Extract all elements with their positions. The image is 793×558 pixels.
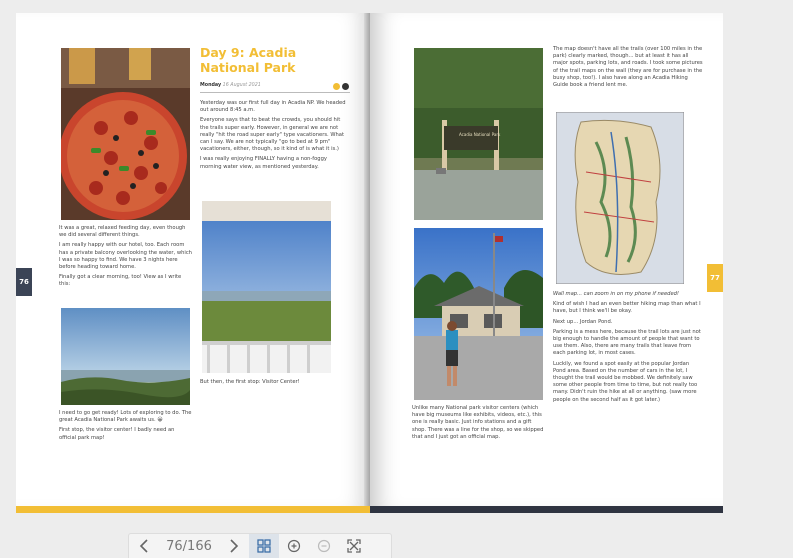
map-caption: Wall map... can zoom in on my phone if needed! (553, 291, 680, 297)
photo-pizza (61, 48, 190, 220)
paragraph: I am really happy with our hotel, too. Each room has a private balcony overlooking the water, which I was so happy to find. We have 3 nights here before heading toward home. (59, 242, 192, 271)
flipbook-spread (16, 13, 723, 513)
weather-icon (333, 83, 340, 90)
left-col2-caption: But then, the first stop: Visitor Center! (200, 379, 300, 385)
paragraph: I need to go get ready! Lots of exploring to do. The great Acadia National Park awaits us. 😀 (59, 410, 192, 424)
paragraph: Next up... Jordan Pond. (553, 318, 613, 325)
post-date: 16 August 2021 (222, 83, 261, 88)
post-day: Monday (200, 83, 222, 88)
left-col1-text2 (59, 410, 192, 445)
paragraph: First stop, the visitor center! I badly need an official park map! (59, 427, 175, 441)
chevron-right-icon[interactable] (219, 534, 249, 558)
paragraph: It was a great, relaxed feeding day, even though we did several different things. (59, 225, 186, 239)
right-page-footer-bar (370, 506, 723, 513)
left-col2-text (200, 100, 350, 174)
grid-icon[interactable] (249, 534, 279, 558)
left-page-footer-bar (16, 506, 370, 513)
right-col1-caption: Unlike many National park visitor centers (which have big museums like exhibits, videos, etc.), this one is really basic. Just info stations and a gift shop. There was a line for the shop, so we skipped that and I just got an official map. (412, 405, 544, 440)
chevron-left-icon[interactable] (129, 534, 159, 558)
photo-visitor-center (414, 228, 543, 400)
paragraph: I was really enjoying FINALLY having a non-foggy morning water view, as mentioned yesterday. (200, 156, 327, 170)
paragraph: Yesterday was our first full day in Acadia NP. We headed out around 8:45 a.m. (200, 100, 346, 114)
zoom-in-icon[interactable] (279, 534, 309, 558)
zoom-out-icon[interactable] (309, 534, 339, 558)
photo-morning-view (61, 308, 190, 405)
photo-trail-map (556, 112, 684, 284)
paragraph: Kind of wish I had an even better hiking map than what I have, but I think we'll be okay. (553, 301, 701, 315)
paragraph: The map doesn't have all the trails (over 100 miles in the park) clearly marked, though... but at least it has all major spots, parking lots, and roads. I took some pictures of the trail maps on the wall (they are for purchase in the busy shop, too!). I also have along an Acadia Hiking Guide book a friend lent me. (553, 46, 703, 89)
edit-icon (342, 83, 349, 90)
right-col2-text (553, 46, 703, 92)
post-meta (200, 83, 350, 93)
left-col1-text (59, 225, 192, 292)
right-page (370, 13, 723, 506)
paragraph: Everyone says that to beat the crowds, you should hit the trails super early. However, in general we are not really "hit the road super early" type vacationers. What can I say. We are not typically "go to bed at 9 pm" vacationers, either, though, so it kind of is what it is.) (200, 117, 344, 153)
fullscreen-icon[interactable] (339, 534, 369, 558)
page-title: Day 9: Acadia National Park (200, 45, 297, 75)
page-indicator[interactable]: 76/166 (166, 538, 212, 554)
right-page-number: 77 (707, 264, 723, 292)
left-page-number: 76 (16, 268, 32, 296)
paragraph: Finally got a clear morning, too! View as I write this: (59, 274, 182, 288)
paragraph: Parking is a mess here, because the trail lots are just not big enough to handle the amount of people that want to use them. Also, there are many trails that leave from each parking lot, in most cases. (553, 328, 701, 357)
sign-text: Acadia National Park (459, 132, 501, 137)
viewer-toolbar (128, 533, 392, 558)
right-col2-text2 (553, 291, 703, 407)
photo-park-sign (414, 48, 543, 220)
left-page (16, 13, 370, 506)
photo-balcony-view (202, 201, 331, 373)
paragraph: Luckily, we found a spot easily at the popular Jordan Pond area. Based on the number of cars in the lot, I thought the trail would be mobbed. We definitely saw some other people from time to time, but not really too many. Didn't ruin the hike at all or anything. (saw more people on the second half as it got later.) (553, 360, 698, 403)
